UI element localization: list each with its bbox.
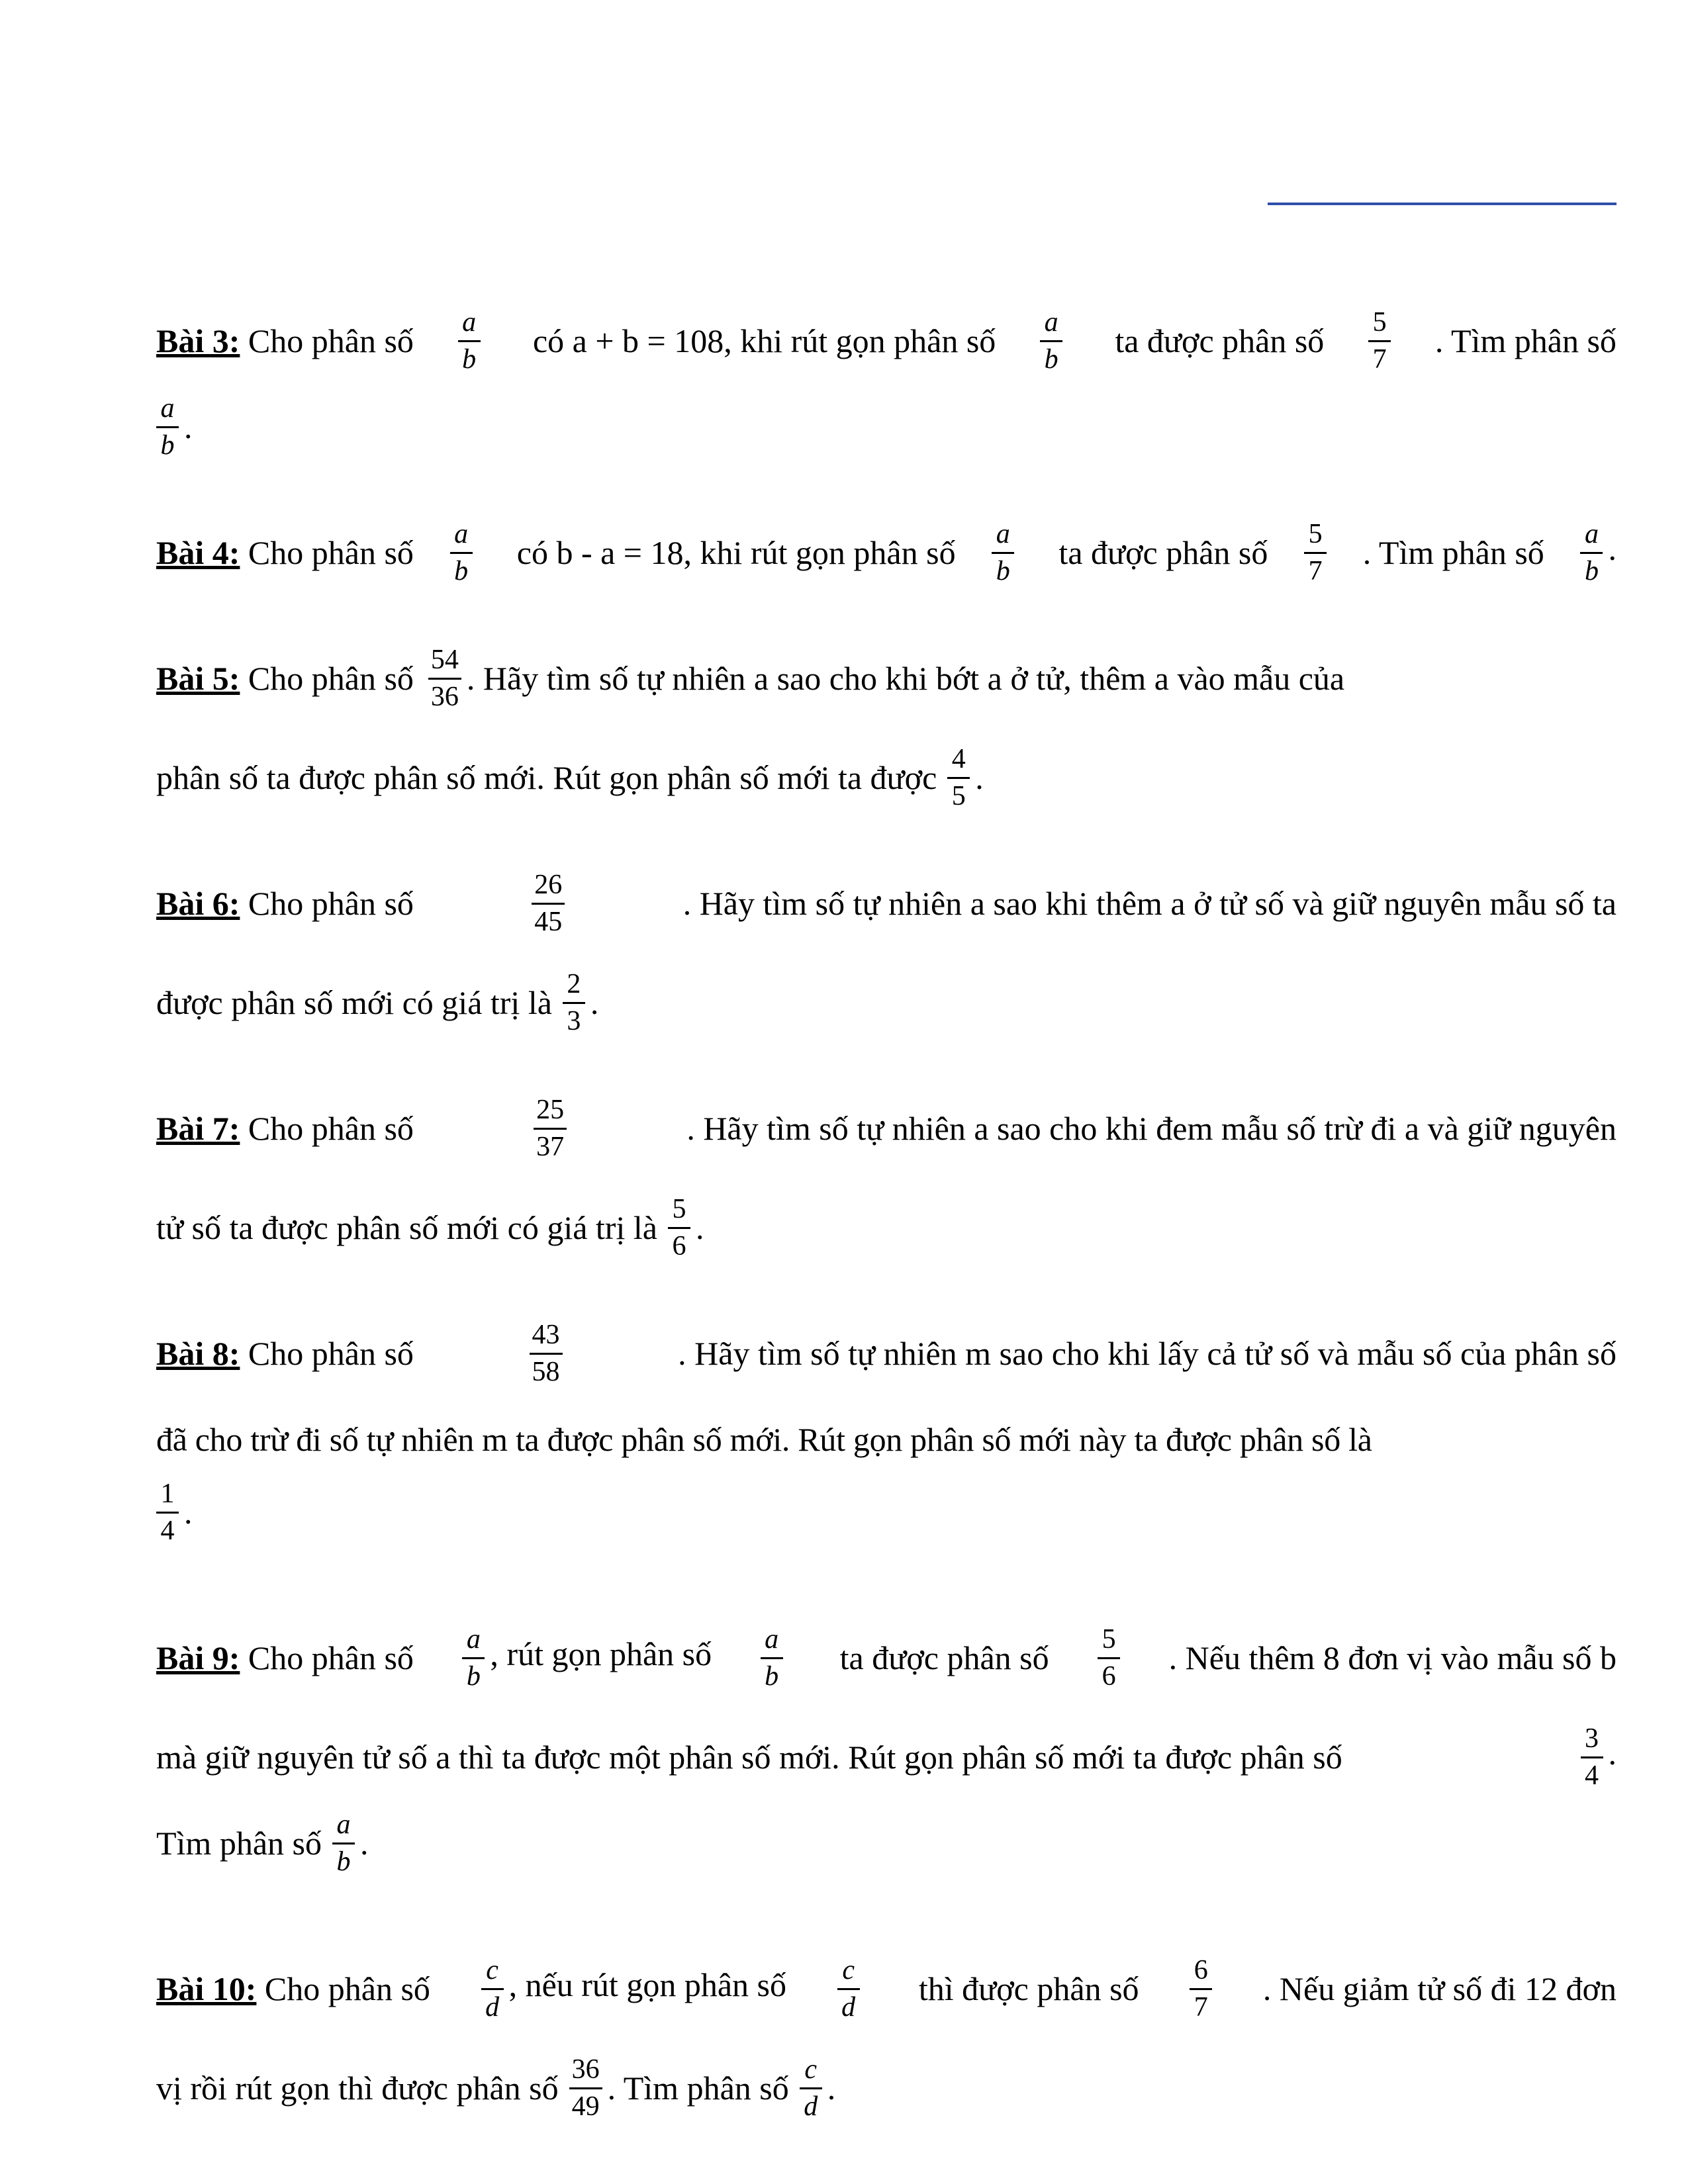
spacer	[156, 1549, 1617, 1608]
header-divider-line	[1268, 203, 1617, 205]
fraction: $\frac{c}{d}$	[837, 1956, 860, 2021]
problem-text: Tìm phân số	[156, 1825, 322, 1862]
fraction: $\frac{5}{6}$	[1098, 1625, 1120, 1690]
problem-text: phân số ta được phân số mới. Rút gọn phân số mới ta được	[156, 759, 937, 796]
problem-label: Bài 5:	[156, 660, 240, 697]
problem-line	[156, 1608, 1617, 1707]
problem-text: .	[1608, 1735, 1617, 1772]
problem-4	[156, 503, 1617, 602]
problem-text: . Nếu giảm tử số đi 12 đơn	[1262, 1970, 1617, 2007]
problem-text: Cho phân số	[240, 660, 414, 697]
fraction: $\frac{25}{37}$	[534, 1095, 567, 1161]
problem-text: ta được phân số	[1050, 534, 1268, 571]
problem-line	[156, 1476, 1617, 1549]
fraction: $\frac{a}{b}$	[450, 520, 473, 585]
fraction: $\frac{a}{b}$	[761, 1625, 783, 1690]
problem-text: thì được phân số	[910, 1970, 1139, 2007]
problem-text: Cho phân số	[240, 534, 414, 571]
problem-text: Cho phân số	[240, 1639, 414, 1676]
problem-text: . Tìm phân số	[607, 2070, 789, 2107]
problem-text: được phân số mới có giá trị là	[156, 984, 552, 1021]
problem-line	[156, 1807, 1617, 1880]
problem-line	[156, 291, 1617, 390]
problem-text: vị rồi rút gọn thì được phân số	[156, 2070, 559, 2107]
fraction: $\frac{26}{45}$	[532, 870, 565, 936]
problem-text: .	[695, 1209, 704, 1246]
problem-line	[156, 953, 1617, 1052]
problem-text: . Tìm phân số	[1362, 534, 1544, 571]
problem-text: , nếu rút gọn phân số	[508, 1966, 786, 2004]
fraction: $\frac{36}{49}$	[569, 2055, 602, 2120]
problem-text: .	[827, 2070, 836, 2107]
spacer	[156, 1880, 1617, 1939]
fraction: $\frac{2}{3}$	[563, 970, 585, 1035]
problem-text: .	[975, 759, 984, 796]
problem-text: có a + b = 108, khi rút gọn phân số	[524, 322, 996, 359]
problem-text: .	[1608, 530, 1617, 568]
fraction: $\frac{5}{6}$	[668, 1195, 690, 1260]
problem-text: Cho phân số	[240, 1335, 414, 1372]
fraction: $\frac{a}{b}$	[156, 394, 179, 459]
fraction: $\frac{a}{b}$	[1040, 308, 1062, 373]
problem-line	[156, 503, 1617, 602]
problem-line	[156, 1178, 1617, 1277]
problem-text: Cho phân số	[256, 1970, 430, 2007]
problem-3	[156, 291, 1617, 463]
fraction: $\frac{4}{5}$	[947, 745, 970, 810]
problem-label: Bài 3:	[156, 322, 240, 359]
problem-text: Cho phân số	[240, 1110, 414, 1147]
problem-text: .	[359, 1825, 369, 1862]
problem-6	[156, 854, 1617, 1052]
problem-line	[156, 1939, 1617, 2038]
problem-line	[156, 2038, 1617, 2138]
problem-text: . Hãy tìm số tự nhiên a sao khi thêm a ở tử số và giữ nguyên mẫu số ta	[682, 885, 1617, 922]
problem-text: . Tìm phân số	[1434, 322, 1617, 359]
problem-text: mà giữ nguyên tử số a thì ta được một phân số mới. Rút gọn phân số mới ta được phân số	[156, 1739, 1342, 1776]
problem-line	[156, 390, 1617, 463]
fraction: $\frac{a}{b}$	[458, 308, 481, 373]
problem-text: . Hãy tìm số tự nhiên a sao cho khi đem mẫu số trừ đi a và giữ nguyên	[686, 1110, 1617, 1147]
problem-text: ta được phân số	[1106, 322, 1325, 359]
fraction: $\frac{5}{7}$	[1304, 520, 1327, 585]
spacer	[156, 827, 1617, 854]
exercise-list	[156, 291, 1617, 2138]
problem-label: Bài 9:	[156, 1639, 240, 1676]
fraction: $\frac{43}{58}$	[530, 1320, 563, 1386]
fraction: $\frac{a}{b}$	[462, 1625, 485, 1690]
spacer	[156, 1277, 1617, 1304]
problem-text: .	[184, 1494, 193, 1531]
fraction: $\frac{a}{b}$	[992, 520, 1014, 585]
problem-text: có b - a = 18, khi rút gọn phân số	[508, 534, 956, 571]
problem-7	[156, 1079, 1617, 1277]
problem-line	[156, 1304, 1617, 1403]
problem-label: Bài 6:	[156, 885, 240, 922]
problem-9	[156, 1608, 1617, 1880]
problem-label: Bài 7:	[156, 1110, 240, 1147]
problem-text: ta được phân số	[831, 1639, 1049, 1676]
problem-8	[156, 1304, 1617, 1549]
fraction: $\frac{a}{b}$	[332, 1810, 355, 1876]
problem-text: .	[184, 408, 193, 445]
problem-text: tử số ta được phân số mới có giá trị là	[156, 1209, 657, 1246]
fraction: $\frac{c}{d}$	[481, 1956, 504, 2021]
problem-label: Bài 10:	[156, 1970, 257, 2007]
problem-line	[156, 629, 1617, 728]
spacer	[156, 1052, 1617, 1079]
problem-label: Bài 4:	[156, 534, 240, 571]
problem-line	[156, 1403, 1617, 1476]
spacer	[156, 602, 1617, 629]
problem-text: Cho phân số	[240, 322, 414, 359]
fraction: $\frac{54}{36}$	[428, 645, 461, 711]
problem-line	[156, 1707, 1617, 1807]
problem-label: Bài 8:	[156, 1335, 240, 1372]
problem-text: , rút gọn phân số	[490, 1635, 712, 1673]
problem-text: Cho phân số	[240, 885, 414, 922]
fraction: $\frac{a}{b}$	[1580, 520, 1603, 585]
problem-text: . Nếu thêm 8 đơn vị vào mẫu số b	[1168, 1639, 1617, 1676]
problem-line	[156, 854, 1617, 953]
problem-text: . Hãy tìm số tự nhiên m sao cho khi lấy cả tử số và mẫu số của phân số	[678, 1335, 1617, 1372]
problem-line	[156, 1079, 1617, 1178]
problem-5	[156, 629, 1617, 827]
problem-line	[156, 728, 1617, 827]
fraction: $\frac{5}{7}$	[1368, 308, 1391, 373]
problem-text: .	[590, 984, 599, 1021]
fraction: $\frac{6}{7}$	[1190, 1956, 1212, 2021]
problem-text: . Hãy tìm số tự nhiên a sao cho khi bớt a ở tử, thêm a vào mẫu của	[466, 660, 1345, 697]
fraction: $\frac{3}{4}$	[1581, 1724, 1603, 1790]
fraction: $\frac{1}{4}$	[156, 1479, 179, 1545]
problem-10	[156, 1939, 1617, 2138]
spacer	[156, 463, 1617, 503]
problem-text: đã cho trừ đi số tự nhiên m ta được phân số mới. Rút gọn phân số mới này ta được phân số là	[156, 1421, 1372, 1458]
fraction: $\frac{c}{d}$	[800, 2055, 822, 2120]
